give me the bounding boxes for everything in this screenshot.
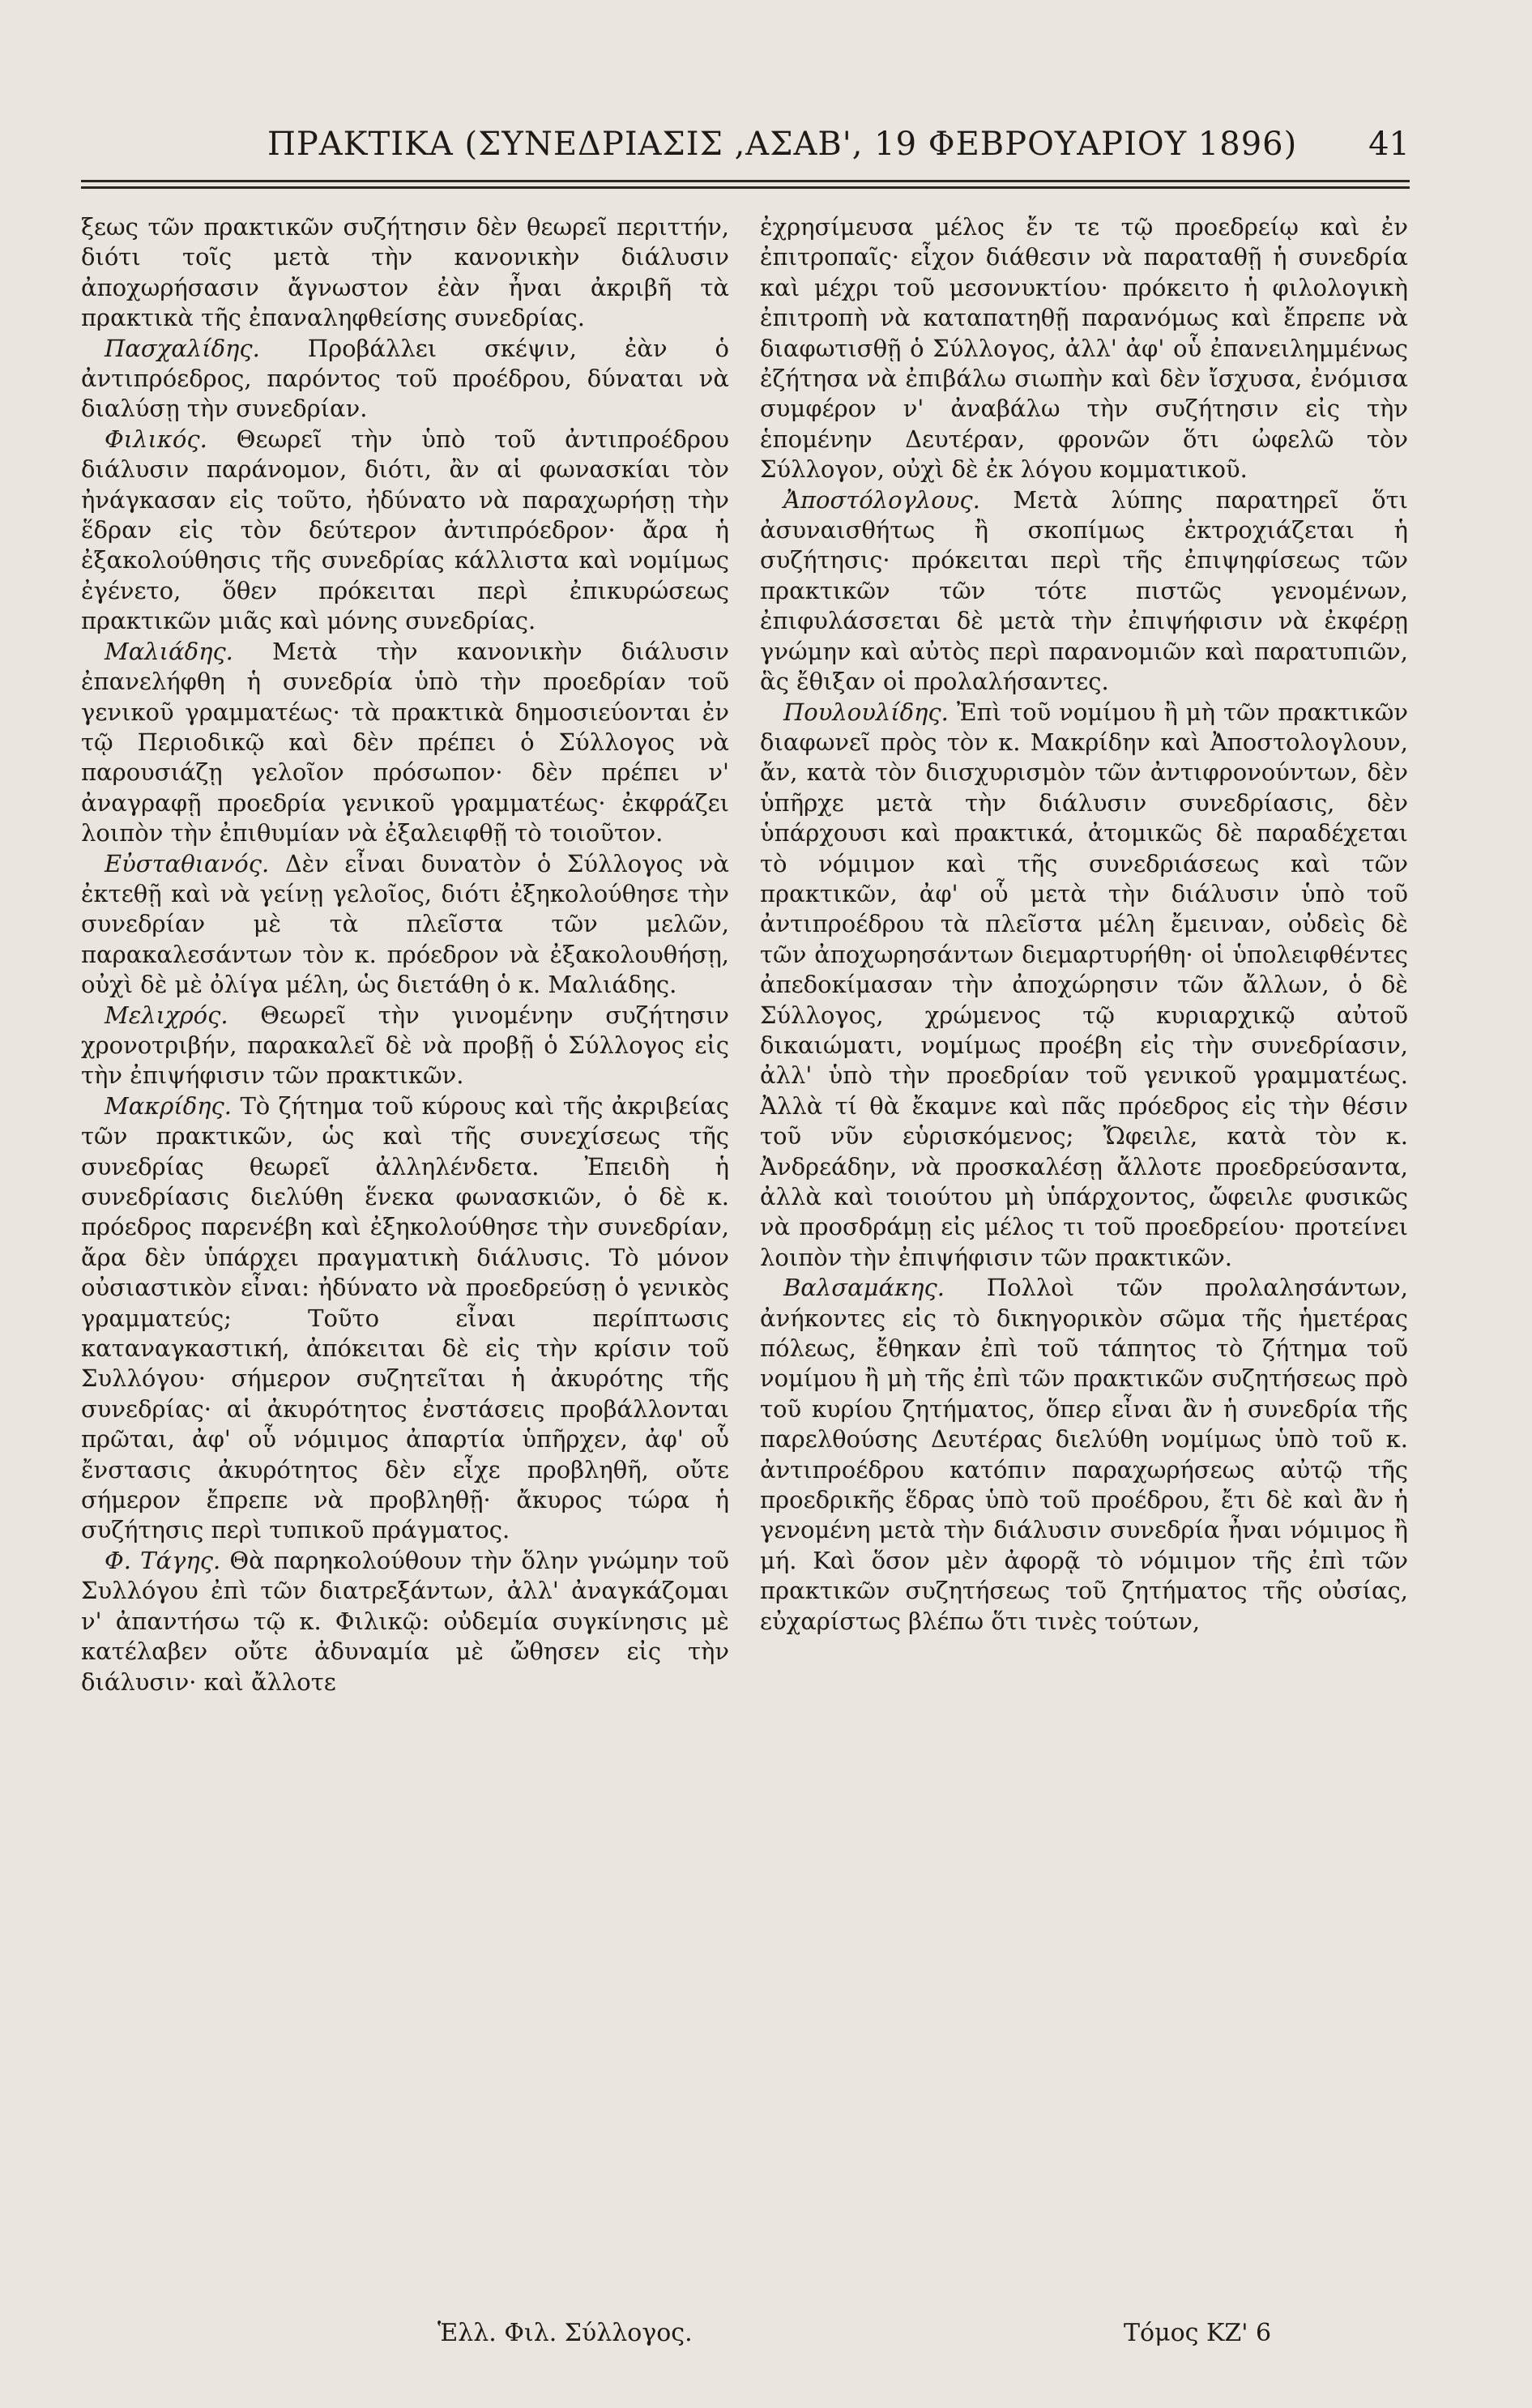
footer-signature: Ἑλλ. Φιλ. Σύλλογος.	[437, 2319, 693, 2347]
paragraph-text: ἐχρησίμευσα μέλος ἔν τε τῷ προεδρείῳ καὶ ἐν ἐπιτροπαῖς· εἶχον διάθεσιν νὰ παραταθῇ ἡ συνεδρία καὶ μέχρι τοῦ μεσονυκτίου· πρόκειτο ἡ φιλολογικὴ ἐπιτροπὴ νὰ καταπατηθῇ παρανόμως καὶ ἔπρεπε νὰ διαφωτισθῇ ὁ Σύλλογος, ἀλλ' ἀφ' οὗ ἐπανειλημμένως ἐζήτησα νὰ ἐπιβάλω σιωπὴν καὶ δὲν ἴσχυσα, ἐνόμισα συμφέρον ν' ἀναβάλω τὴν συζήτησιν εἰς τὴν ἑπομένην Δευτέραν, φρονῶν ὅτι ὠφελῶ τὸν Σύλλογον, οὐχὶ δὲ ἐκ λόγου κομματικοῦ.	[760, 213, 1408, 484]
paragraph	[81, 1546, 729, 1697]
paragraph	[81, 334, 729, 425]
speaker-name: Βαλσαμάκης.	[783, 1274, 945, 1302]
paragraph-text: ξεως τῶν πρακτικῶν συζήτησιν δὲν θεωρεῖ περιττήν, διότι τοῖς μετὰ τὴν κανονικὴν διάλυσιν ἀποχωρήσασιν ἄγνωστον ἐὰν ἦναι ἀκριβῆ τὰ πρακτικὰ τῆς ἐπαναληφθείσης συνεδρίας.	[81, 213, 729, 332]
paragraph-text: Ἐπὶ τοῦ νομίμου ἢ μὴ τῶν πρακτικῶν διαφωνεῖ πρὸς τὸν κ. Μακρίδην καὶ Ἀποστολογλουν, ἄν, κατὰ τὸν διισχυρισμὸν τῶν ἀντιφρονούντων, δὲν ὑπῆρχε μετὰ τὴν διάλυσιν συνεδρίασις, δὲν ὑπάρχουσι καὶ πρακτικά, ἀτομικῶς δὲ παραδέχεται τὸ νόμιμον καὶ τῆς συνεδριάσεως καὶ τῶν πρακτικῶν, ἀφ' οὗ μετὰ τὴν διάλυσιν ὑπὸ τοῦ ἀντιπροέδρου τὰ πλεῖστα μέλη ἔμειναν, οὐδεὶς δὲ τῶν ἀποχωρησάντων διεμαρτυρήθη· οἱ ὑπολειφθέντες ἀπεδοκίμασαν τὴν ἀποχώρησιν τῶν ἄλλων, ὁ δὲ Σύλλογος, χρώμενος τῷ κυριαρχικῷ αὐτοῦ δικαιώματι, νομίμως προέβη εἰς τὴν συνεδρίασιν, ἀλλ' ὑπὸ τὴν προεδρίαν τοῦ γενικοῦ γραμματέως. Ἀλλὰ τί θὰ ἔκαμνε καὶ πᾶς πρόεδρος εἰς τὴν θέσιν τοῦ νῦν εὑρισκόμενος; Ὤφειλε, κατὰ τὸν κ. Ἀνδρεάδην, νὰ προσκαλέσῃ ἄλλοτε προεδρεύσαντα, ἀλλὰ καὶ τοιούτου μὴ ὑπάρχοντος, ὤφειλε φυσικῶς νὰ προσδράμῃ εἰς μέλος τι τοῦ προεδρείου· προτείνει λοιπὸν τὴν ἐπιψήφισιν τῶν πρακτικῶν.	[760, 698, 1408, 1271]
paragraph	[760, 1273, 1408, 1637]
paragraph-text: Προβάλλει σκέψιν, ἐὰν ὁ ἀντιπρόεδρος, παρόντος τοῦ προέδρου, δύναται νὰ διαλύσῃ τὴν συνεδρίαν.	[81, 334, 729, 423]
speaker-name: Πουλουλίδης.	[783, 698, 949, 726]
speaker-name: Μελιχρός.	[105, 1001, 228, 1029]
speaker-name: Πασχαλίδης.	[105, 334, 260, 362]
paragraph	[81, 849, 729, 1001]
right-column	[760, 212, 1408, 2173]
paragraph-text: Θεωρεῖ τὴν γινομένην συζήτησιν χρονοτριβήν, παρακαλεῖ δὲ νὰ προβῇ ὁ Σύλλογος εἰς τὴν ἐπιψήφισιν τῶν πρακτικῶν.	[81, 1001, 729, 1090]
page-number: 41	[1368, 126, 1410, 163]
paragraph	[81, 425, 729, 637]
speaker-name: Φ. Τάγης.	[105, 1546, 221, 1574]
paragraph	[81, 637, 729, 849]
paragraph	[81, 1001, 729, 1091]
speaker-name: Μαλιάδης.	[105, 637, 233, 665]
running-head: ΠΡΑΚΤΙΚΑ (ΣΥΝΕΔΡΙΑΣΙΣ ,ΑΣΑΒ', 19 ΦΕΒΡΟΥΑΡΙΟΥ 1896)	[267, 126, 1298, 163]
paragraph	[760, 212, 1408, 485]
speaker-name: Φιλικός.	[105, 425, 207, 453]
left-column	[81, 212, 729, 2173]
speaker-name: Εὐσταθιανός.	[105, 849, 270, 877]
header-rule-top	[81, 180, 1410, 182]
paragraph-text: Μετὰ τὴν κανονικὴν διάλυσιν ἐπανελήφθη ἡ συνεδρία ὑπὸ τὴν προεδρίαν τοῦ γενικοῦ γραμματέως· τὰ πρακτικὰ δημοσιεύονται ἐν τῷ Περιοδικῷ καὶ δὲν πρέπει ὁ Σύλλογος νὰ παρουσιάζῃ γελοῖον πρόσωπον· δὲν πρέπει ν' ἀναγραφῇ προεδρία γενικοῦ γραμματέως· ἐκφράζει λοιπὸν τὴν ἐπιθυμίαν νὰ ἐξαλειφθῇ τὸ τοιοῦτον.	[81, 637, 729, 847]
paragraph	[760, 485, 1408, 698]
speaker-name: Ἀποστόλογλους.	[783, 485, 980, 514]
paragraph-text: Μετὰ λύπης παρατηρεῖ ὅτι ἀσυναισθήτως ἢ σκοπίμως ἐκτροχιάζεται ἡ συζήτησις· πρόκειται περὶ τῆς ἐπιψηφίσεως τῶν πρακτικῶν τῶν τότε πιστῶς γενομένων, ἐπιφυλάσσεται δὲ μετὰ τὴν ἐπιψήφισιν νὰ ἐκφέρῃ γνώμην καὶ αὐτὸς περὶ παρανομιῶν καὶ παρατυπιῶν, ἃς ἔθιξαν οἱ προλαλήσαντες.	[760, 485, 1408, 696]
paragraph-text: Τὸ ζήτημα τοῦ κύρους καὶ τῆς ἀκριβείας τῶν πρακτικῶν, ὡς καὶ τῆς συνεχίσεως τῆς συνεδρίας θεωρεῖ ἀλληλένδετα. Ἐπειδὴ ἡ συνεδρίασις διελύθη ἕνεκα φωνασκιῶν, ὁ δὲ κ. πρόεδρος παρενέβη καὶ ἐξηκολούθησε τὴν συνεδρίαν, ἄρα δὲν ὑπάρχει πραγματικὴ διάλυσις. Τὸ μόνον οὐσιαστικὸν εἶναι: ἠδύνατο νὰ προεδρεύσῃ ὁ γενικὸς γραμματεύς; Τοῦτο εἶναι περίπτωσις καταναγκαστική, ἀπόκειται δὲ εἰς τὴν κρίσιν τοῦ Συλλόγου· σήμερον συζητεῖται ἡ ἀκυρότης τῆς συνεδρίας· αἱ ἀκυρότητος ἐνστάσεις προβάλλονται πρῶται, ἀφ' οὗ νόμιμος ἀπαρτία ὑπῆρχεν, ἀφ' οὗ ἔνστασις ἀκυρότητος δὲν εἶχε προβληθῆ, οὔτε σήμερον ἔπρεπε νὰ προβληθῇ· ἄκυρος τώρα ἡ συζήτησις περὶ τυπικοῦ πράγματος.	[81, 1091, 729, 1544]
paragraph	[81, 1091, 729, 1546]
paragraph	[81, 212, 729, 334]
paragraph-text: Θεωρεῖ τὴν ὑπὸ τοῦ ἀντιπροέδρου διάλυσιν παράνομον, διότι, ἂν αἱ φωνασκίαι τὸν ἠνάγκασαν εἰς τοῦτο, ἠδύνατο νὰ παραχωρήσῃ τὴν ἕδραν εἰς τὸν δεύτερον ἀντιπρόεδρον· ἄρα ἡ ἐξακολούθησις τῆς συνεδρίας κάλλιστα καὶ νομίμως ἐγένετο, ὅθεν πρόκειται περὶ ἐπικυρώσεως πρακτικῶν μιᾶς καὶ μόνης συνεδρίας.	[81, 425, 729, 635]
paragraph	[760, 698, 1408, 1274]
page-header	[81, 120, 1410, 169]
paragraph-text: Θὰ παρηκολούθουν τὴν ὅλην γνώμην τοῦ Συλλόγου ἐπὶ τῶν διατρεξάντων, ἀλλ' ἀναγκάζομαι ν' ἀπαντήσω τῷ κ. Φιλικῷ: οὐδεμία συγκίνησις μὲ κατέλαβεν οὔτε ἀδυναμία μὲ ὤθησεν εἰς τὴν διάλυσιν· καὶ ἄλλοτε	[81, 1546, 729, 1696]
paragraph-text: Δὲν εἶναι δυνατὸν ὁ Σύλλογος νὰ ἐκτεθῇ καὶ νὰ γείνῃ γελοῖος, διότι ἐξηκολούθησε τὴν συνεδρίαν μὲ τὰ πλεῖστα τῶν μελῶν, παρακαλεσάντων τὸν κ. πρόεδρον νὰ ἐξακολουθήσῃ, οὐχὶ δὲ μὲ ὀλίγα μέλη, ὡς διετάθη ὁ κ. Μαλιάδης.	[81, 849, 729, 999]
header-rule-bottom	[81, 186, 1410, 189]
paragraph-text: Πολλοὶ τῶν προλαλησάντων, ἀνήκοντες εἰς τὸ δικηγορικὸν σῶμα τῆς ἡμετέρας πόλεως, ἔθηκαν ἐπὶ τοῦ τάπητος τὸ ζήτημα τοῦ νομίμου ἢ μὴ τῆς ἐπὶ τῶν πρακτικῶν συζητήσεως πρὸ τοῦ κυρίου ζητήματος, ὅπερ εἶναι ἂν ἡ συνεδρία τῆς παρελθούσης Δευτέρας διελύθη νομίμως ὑπὸ τοῦ κ. ἀντιπροέδρου κατόπιν παραχωρήσεως αὐτῷ τῆς προεδρικῆς ἕδρας ὑπὸ τοῦ προέδρου, ἔτι δὲ καὶ ἂν ἡ γενομένη μετὰ τὴν διάλυσιν συνεδρία ἦναι νόμιμος ἢ μή. Καὶ ὅσον μὲν ἀφορᾷ τὸ νόμιμον τῆς ἐπὶ τῶν πρακτικῶν συζητήσεως τοῦ ζητήματος τῆς οὐσίας, εὐχαρίστως βλέπω ὅτι τινὲς τούτων,	[760, 1274, 1408, 1635]
speaker-name: Μακρίδης.	[105, 1091, 233, 1120]
footer-volume-mark: Τόμος ΚΖ' 6	[1124, 2319, 1272, 2347]
